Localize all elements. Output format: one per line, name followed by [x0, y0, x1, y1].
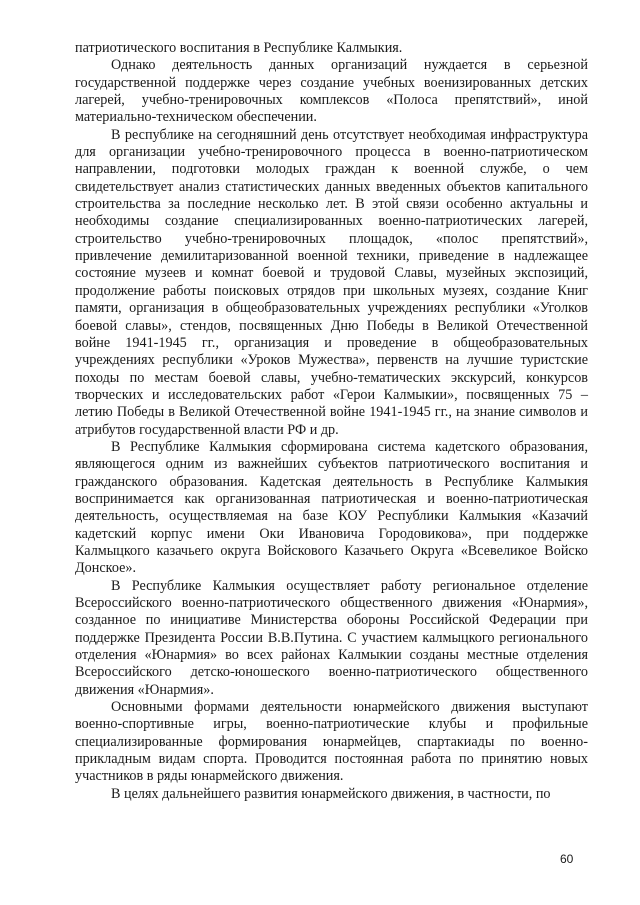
document-body — [75, 40, 588, 803]
paragraph-further-development: В целях дальнейшего развития юнармейского движения, в частности, по — [111, 785, 551, 802]
paragraph-yunarmiya-forms: Основными формами деятельности юнармейского движения выступают военно-спортивные игры, военно-патриотические клубы и профильные специализированные формирования юнармейцев, спартакиады по военно-прикладным видам спорта. Проводится постоянная работа по принятию новых участников в ряды юнармейского движения. — [75, 699, 588, 785]
paragraph-infrastructure: В республике на сегодняшний день отсутствует необходимая инфраструктура для организации учебно-тренировочного процесса в военно-патриотическом направлении, подготовки молодых граждан к военной службе, о чем свидетельствует анализ статистических данных введенных объектов капитального строительства за последние несколько лет. В этой связи особенно актуальны и необходимы создание специализированных военно-патриотических лагерей, строительство учебно-тренировочных площадок, «полос препятствий», привлечение демилитаризованной военной техники, приведение в надлежащее состояние музеев и комнат боевой и трудовой Славы, музейных экспозиций, продолжение работы поисковых отрядов при школьных музеях, создание Книг памяти, организация в общеобразовательных учреждениях республики «Уголков боевой славы», стендов, посвященных Дню Победы в Великой Отечественной войне 1941-1945 гг., организация и проведение в общеобразовательных учреждениях республики «Уроков Мужества», первенств на лучшие туристские походы по местам боевой славы, учебно-тематических экскурсий, конкурсов творческих и исследовательских работ «Герои Калмыкии», посвященных 75 – летию Победы в Великой Отечественной войне 1941-1945 гг., на знание символов и атрибутов государственной власти РФ и др. — [75, 126, 588, 438]
paragraph-cadet-education: В Республике Калмыкия сформирована система кадетского образования, являющегося одним из важнейших субъектов патриотического воспитания и гражданского образования. Кадетская деятельность в Республике Калмыкия воспринимается как организованная патриотическая и военно-патриотическая деятельность, осуществляемая на базе КОУ Республики Калмыкия «Казачий кадетский корпус имени Оки Ивановича Городовикова», при поддержке Калмыцкого казачьего округа Войскового Казачьего Округа «Всевеликое Войско Донское». — [75, 438, 588, 577]
paragraph-continuation: патриотического воспитания в Республике Калмыкия. — [75, 40, 403, 56]
page-number: 60 — [560, 852, 574, 866]
paragraph-yunarmiya-branch: В Республике Калмыкия осуществляет работу региональное отделение Всероссийского военно-патриотического общественного движения «Юнармия», созданное по инициативе Министерства обороны Российской Федерации при поддержке Президента России В.В.Путина. С участием калмыцкого регионального отделения «Юнармия» во всех районах Калмыкии созданы местные отделения Всероссийского детско-юношеского военно-патриотического общественного движения «Юнармия». — [75, 577, 588, 698]
paragraph-support-need: Однако деятельность данных организаций нуждается в серьезной государственной поддержке через создание учебных военизированных детских лагерей, учебно-тренировочных комплексов «Полоса препятствий», иной материально-техническом обеспечении. — [75, 57, 588, 126]
